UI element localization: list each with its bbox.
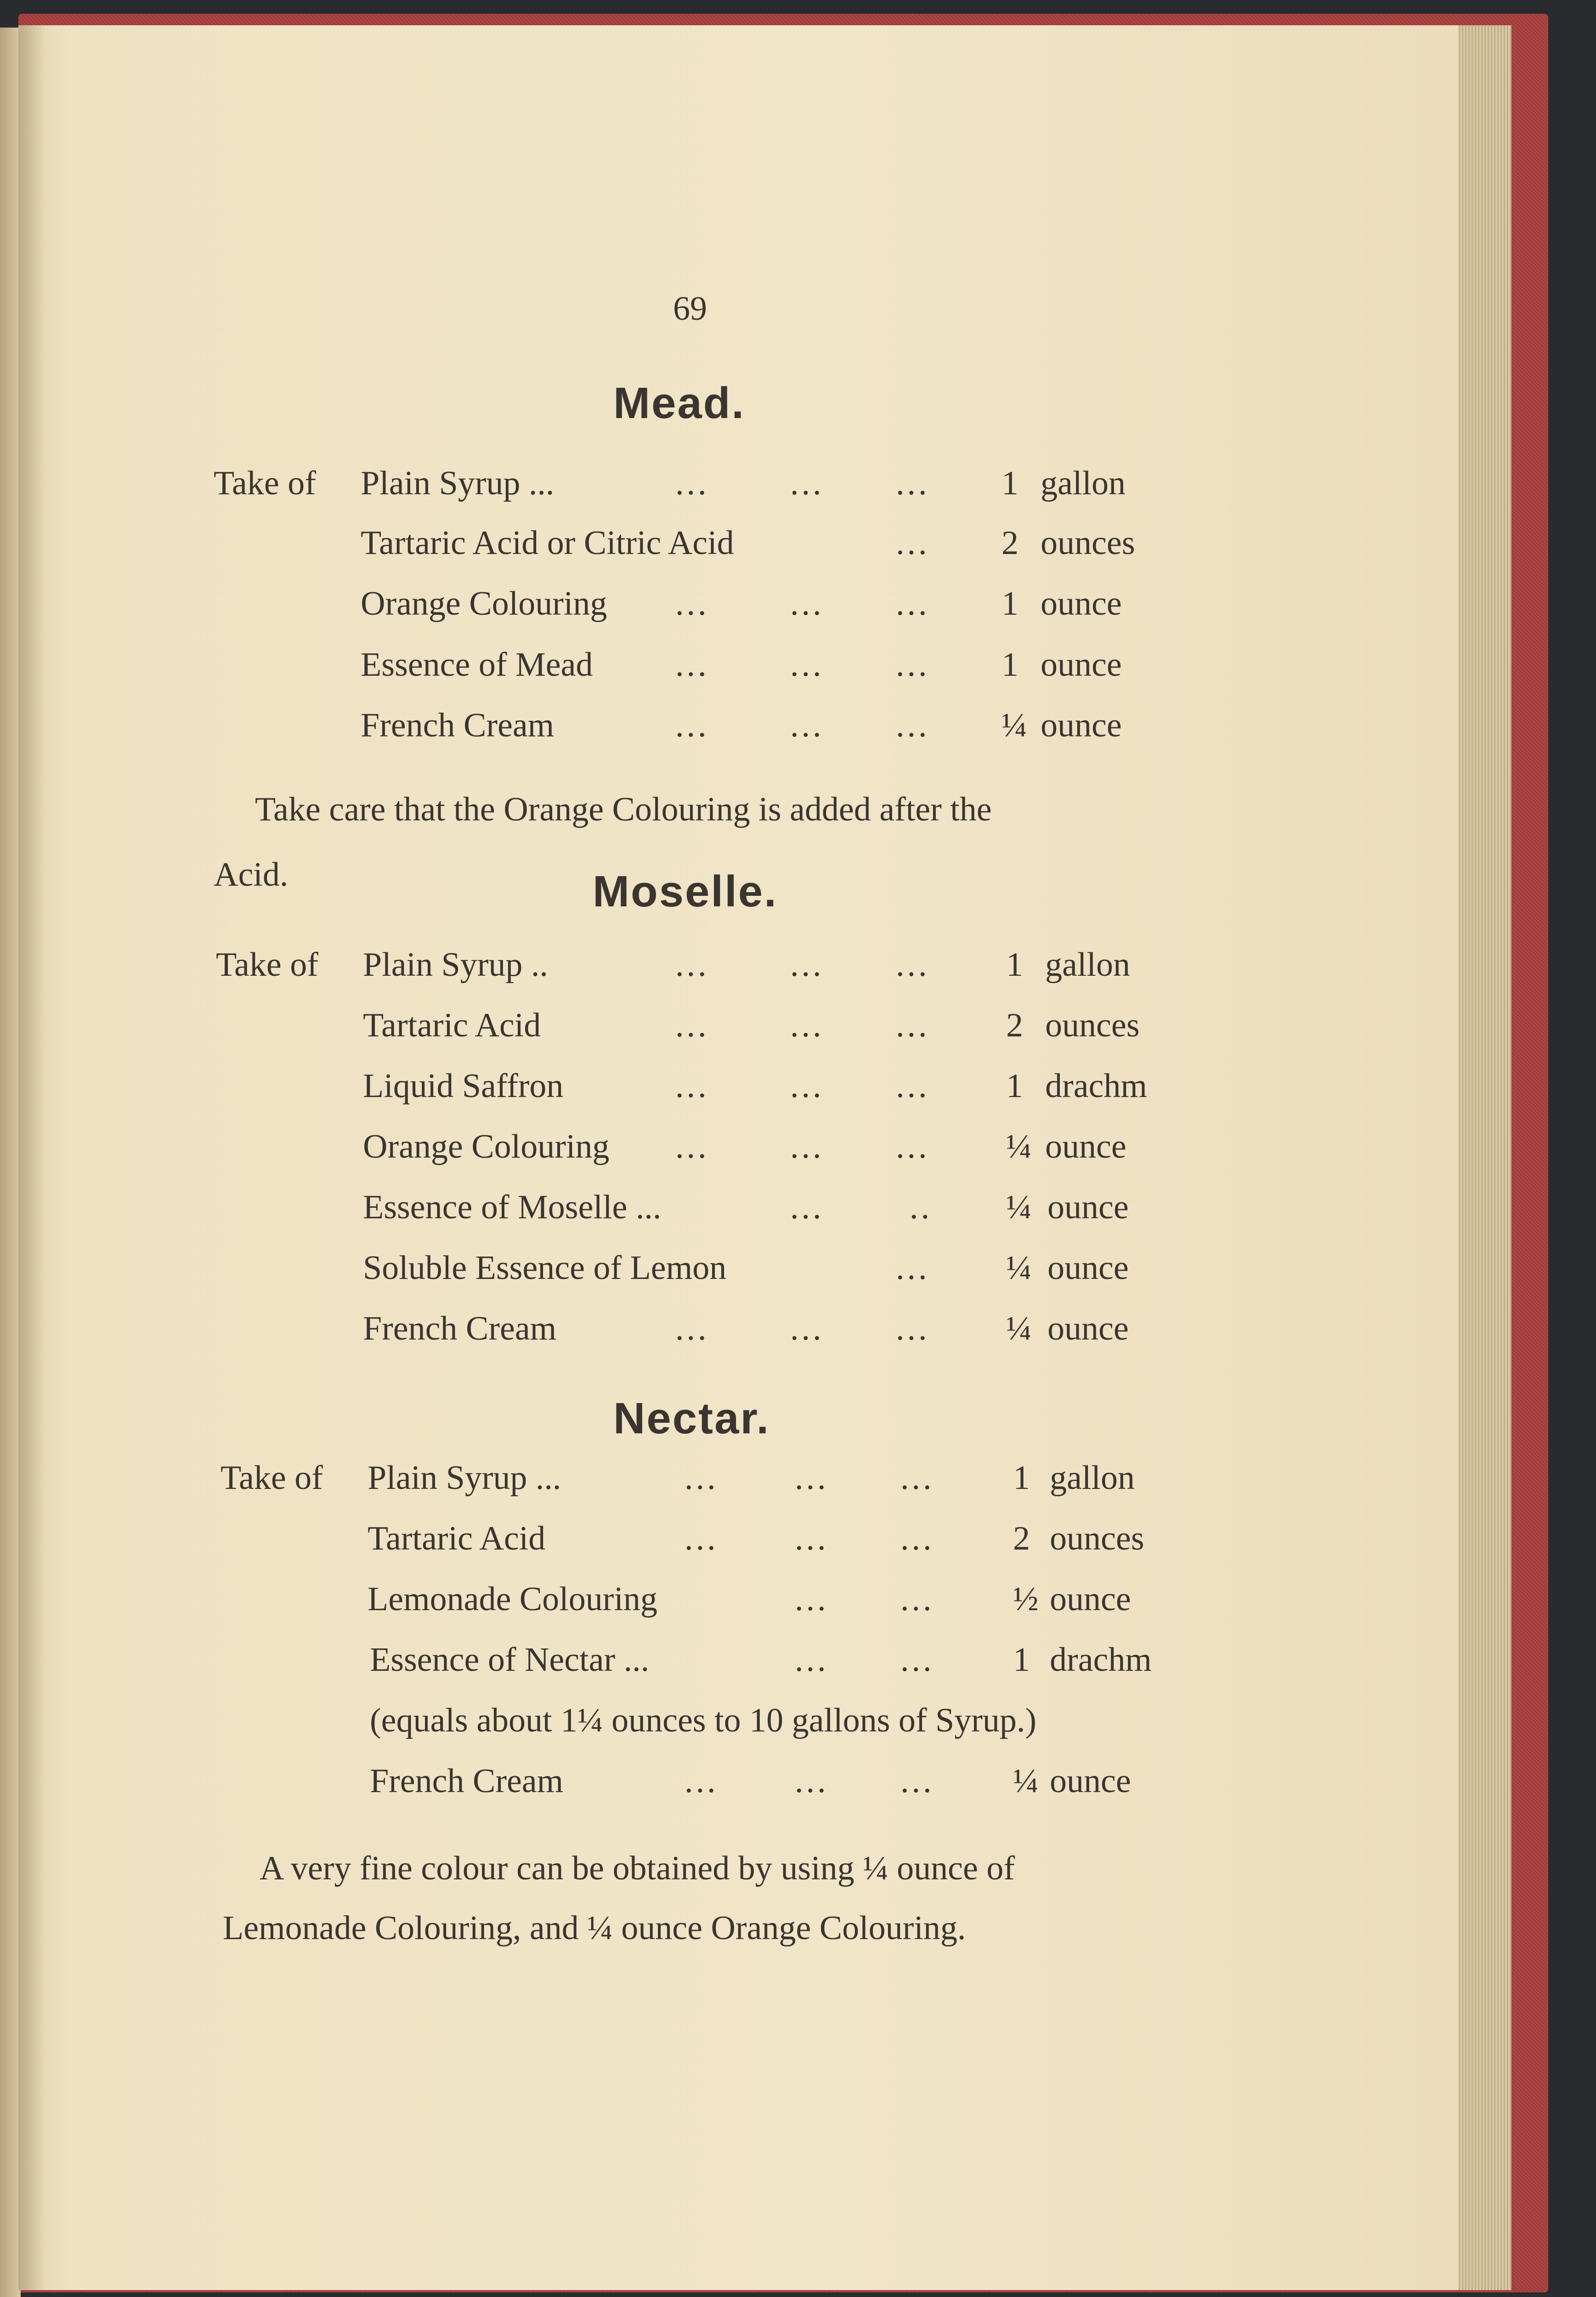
mead-row-1-unit: gallon [1041, 464, 1126, 502]
mead-row-5-dots2: ... [790, 707, 824, 744]
moselle-row-3-name: Liquid Saffron [363, 1067, 564, 1105]
nectar-row-3-qty: ½ [1013, 1580, 1039, 1618]
moselle-row-2-qty: 2 [1006, 1007, 1023, 1044]
moselle-row-7-dots3: ... [896, 1310, 930, 1347]
nectar-row-4-dots2: ... [795, 1641, 829, 1679]
moselle-row-7-qty: ¼ [1006, 1310, 1032, 1347]
mead-row-1-qty: 1 [1002, 464, 1019, 502]
nectar-row-5-qty: ¼ [1013, 1762, 1039, 1800]
book-page [18, 25, 1459, 2290]
moselle-row-2-dots2: ... [790, 1007, 824, 1044]
nectar-equals-note: (equals about 1¼ ounces to 10 gallons of Syrup.) [370, 1702, 1036, 1739]
nectar-row-4-dots3: ... [900, 1641, 934, 1679]
section-title-moselle: Moselle. [593, 867, 778, 916]
section-title-nectar: Nectar. [613, 1394, 770, 1443]
moselle-row-4-qty: ¼ [1006, 1128, 1032, 1165]
moselle-row-3-dots1: ... [675, 1067, 709, 1105]
moselle-row-1-name: Plain Syrup .. [363, 946, 548, 984]
mead-row-4-dots3: ... [896, 646, 930, 684]
mead-note-line-1: Take care that the Orange Colouring is added after the [255, 791, 992, 828]
previous-page-edge [0, 28, 21, 2297]
mead-row-1-dots1: ... [675, 464, 709, 502]
mead-note-line-2: Acid. [214, 856, 289, 894]
mead-row-5-qty: ¼ [1002, 707, 1027, 744]
mead-row-3-qty: 1 [1002, 585, 1019, 622]
nectar-lead: Take of [221, 1459, 323, 1497]
nectar-row-3-name: Lemonade Colouring [368, 1580, 657, 1618]
section-title-mead: Mead. [613, 379, 746, 428]
nectar-row-2-dots2: ... [795, 1520, 829, 1557]
nectar-row-2-dots3: ... [900, 1520, 934, 1557]
mead-lead: Take of [214, 464, 316, 502]
mead-row-2-qty: 2 [1002, 524, 1019, 562]
moselle-row-5-unit: ounce [1047, 1188, 1129, 1226]
nectar-row-5-dots1: ... [685, 1762, 719, 1800]
moselle-row-7-dots1: ... [675, 1310, 709, 1347]
nectar-row-5-unit: ounce [1050, 1762, 1131, 1800]
nectar-row-1-unit: gallon [1050, 1459, 1135, 1497]
nectar-row-1-dots1: ... [685, 1459, 719, 1497]
nectar-row-2-qty: 2 [1013, 1520, 1030, 1557]
nectar-row-1-dots2: ... [795, 1459, 829, 1497]
moselle-row-1-dots1: ... [675, 946, 709, 984]
closing-line-1: A very fine colour can be obtained by using ¼ ounce of [260, 1850, 1015, 1887]
mead-row-2-unit: ounces [1041, 524, 1135, 562]
moselle-row-5-dots2: ... [790, 1188, 824, 1226]
moselle-row-1-qty: 1 [1006, 946, 1023, 984]
mead-row-5-dots3: ... [896, 707, 930, 744]
nectar-row-2-dots1: ... [685, 1520, 719, 1557]
moselle-row-7-dots2: ... [790, 1310, 824, 1347]
moselle-row-5-name: Essence of Moselle ... [363, 1188, 662, 1226]
mead-row-5-dots1: ... [675, 707, 709, 744]
moselle-row-1-unit: gallon [1045, 946, 1130, 984]
nectar-row-5-name: French Cream [370, 1762, 564, 1800]
moselle-row-2-dots1: ... [675, 1007, 709, 1044]
mead-row-2-name: Tartaric Acid or Citric Acid [361, 524, 734, 562]
mead-row-4-qty: 1 [1002, 646, 1019, 684]
moselle-row-6-qty: ¼ [1006, 1249, 1032, 1287]
nectar-row-2-name: Tartaric Acid [368, 1520, 546, 1557]
nectar-row-5-dots2: ... [795, 1762, 829, 1800]
moselle-row-4-dots2: ... [790, 1128, 824, 1165]
moselle-row-7-unit: ounce [1047, 1310, 1129, 1347]
moselle-row-3-dots3: ... [896, 1067, 930, 1105]
moselle-row-1-dots3: ... [896, 946, 930, 984]
nectar-row-4-name: Essence of Nectar ... [370, 1641, 650, 1679]
moselle-row-3-unit: drachm [1045, 1067, 1147, 1105]
nectar-row-4-unit: drachm [1050, 1641, 1152, 1679]
nectar-row-1-qty: 1 [1013, 1459, 1030, 1497]
page-gutter-shadow [18, 25, 46, 2290]
moselle-row-3-dots2: ... [790, 1067, 824, 1105]
moselle-row-6-name: Soluble Essence of Lemon [363, 1249, 727, 1287]
mead-row-3-dots3: ... [896, 585, 930, 622]
mead-row-4-name: Essence of Mead [361, 646, 593, 684]
moselle-row-2-unit: ounces [1045, 1007, 1140, 1044]
nectar-row-4-qty: 1 [1013, 1641, 1030, 1679]
closing-line-2: Lemonade Colouring, and ¼ ounce Orange Colouring. [223, 1909, 966, 1947]
mead-row-1-dots2: ... [790, 464, 824, 502]
moselle-row-5-qty: ¼ [1006, 1188, 1032, 1226]
moselle-row-6-unit: ounce [1047, 1249, 1129, 1287]
mead-row-4-dots1: ... [675, 646, 709, 684]
mead-row-3-name: Orange Colouring [361, 585, 607, 622]
mead-row-2-dots3: ... [896, 524, 930, 562]
nectar-row-2-unit: ounces [1050, 1520, 1144, 1557]
nectar-row-3-dots3: ... [900, 1580, 934, 1618]
page-number: 69 [673, 290, 707, 328]
moselle-row-2-name: Tartaric Acid [363, 1007, 541, 1044]
moselle-lead: Take of [216, 946, 318, 984]
moselle-row-7-name: French Cream [363, 1310, 557, 1347]
mead-row-3-dots2: ... [790, 585, 824, 622]
mead-row-5-name: French Cream [361, 707, 555, 744]
moselle-row-4-name: Orange Colouring [363, 1128, 610, 1165]
moselle-row-4-dots3: ... [896, 1128, 930, 1165]
mead-row-1-dots3: ... [896, 464, 930, 502]
moselle-row-6-dots3: ... [896, 1249, 930, 1287]
moselle-row-3-qty: 1 [1006, 1067, 1023, 1105]
nectar-row-1-name: Plain Syrup ... [368, 1459, 561, 1497]
nectar-row-5-dots3: ... [900, 1762, 934, 1800]
nectar-row-3-unit: ounce [1050, 1580, 1131, 1618]
mead-row-4-unit: ounce [1041, 646, 1122, 684]
mead-row-4-dots2: ... [790, 646, 824, 684]
moselle-row-1-dots2: ... [790, 946, 824, 984]
mead-row-3-dots1: ... [675, 585, 709, 622]
moselle-row-4-dots1: ... [675, 1128, 709, 1165]
nectar-row-3-dots2: ... [795, 1580, 829, 1618]
moselle-row-2-dots3: ... [896, 1007, 930, 1044]
moselle-row-5-dots3: .. [910, 1188, 932, 1226]
mead-row-5-unit: ounce [1041, 707, 1122, 744]
moselle-row-4-unit: ounce [1045, 1128, 1126, 1165]
mead-row-3-unit: ounce [1041, 585, 1122, 622]
mead-row-1-name: Plain Syrup ... [361, 464, 555, 502]
nectar-row-1-dots3: ... [900, 1459, 934, 1497]
